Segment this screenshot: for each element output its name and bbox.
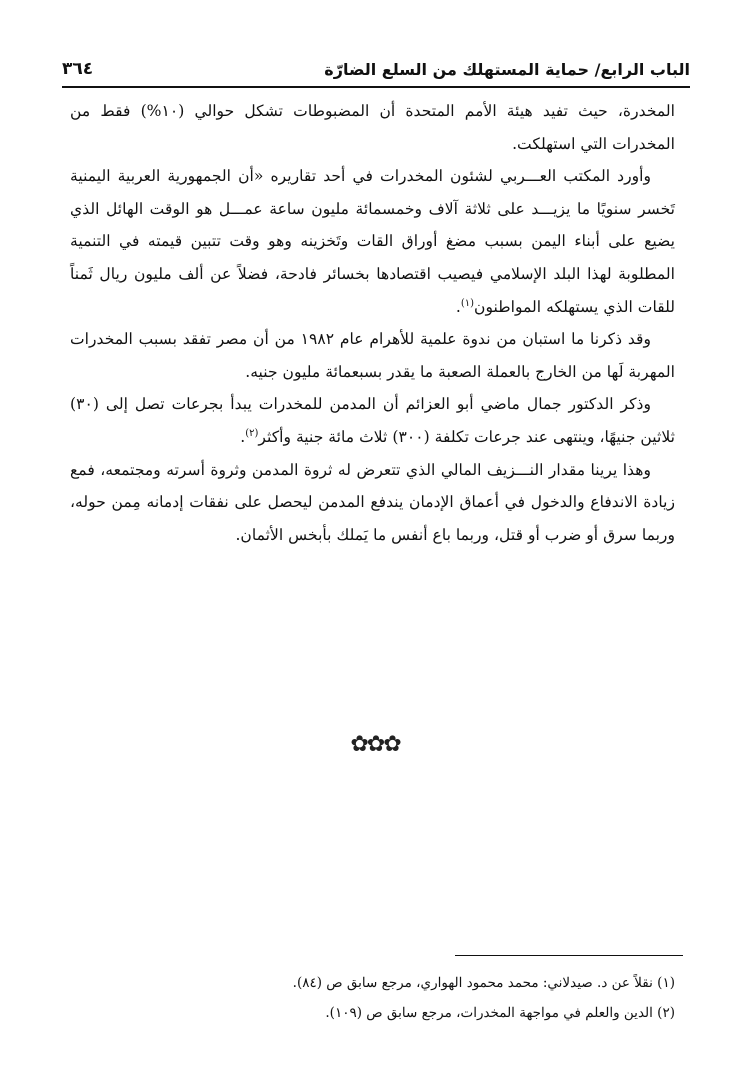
- footnote-ref-2[interactable]: (٢): [245, 427, 259, 439]
- footnotes: [70, 968, 675, 1028]
- footnote-ref-1[interactable]: (١): [460, 297, 475, 309]
- paragraph-2: وأورد المكتب العـــربي لشئون المخدرات في أحد تقاريره «أن الجمهورية العربية اليمنية تَخسر سنويًا ما يزيـــد على ثلاثة آلاف وخمسمائة مليون ساعة عمـــل هو الوقت الهائل الذي يضيع على أبناء اليمن بسبب مضغ أوراق القات وتَخزينه وهو وقت تتبين قيمته في التنمية المطلوبة لهذا البلد الإسلامي فيصيب اقتصادها بخسائر فادحة، فضلاً عن ألف مليون ريال ثَمناً للقات الذي يستهلكه المواطنون$^{(١)}$.: [70, 167, 675, 316]
- paragraph-4-text: وذكر الدكتور جمال ماضي أبو العزائم أن المدمن للمخدرات يبدأ بجرعات تصل إلى (٣٠) ثلاثين جنيهًا، وينتهى عند جرعات تكلفة (٣٠٠) ثلاث مائة جنية وأكثر: [70, 395, 675, 446]
- paragraph-4: وذكر الدكتور جمال ماضي أبو العزائم أن المدمن للمخدرات يبدأ بجرعات تصل إلى (٣٠) ثلاثين جنيهًا، وينتهى عند جرعات تكلفة (٣٠٠) ثلاث مائة جنية وأكثر$^{(٢)}$.: [70, 395, 675, 446]
- header-rule: [62, 86, 690, 88]
- ornament-separator-icon: ✿✿✿: [350, 732, 400, 757]
- chapter-title: الباب الرابع/ حماية المستهلك من السلع الضارّة: [324, 59, 690, 79]
- paragraph-1: المخدرة، حيث تفيد هيئة الأمم المتحدة أن المضبوطات تشكل حوالي (١٠%) فقط من المخدرات التي استهلكت.: [70, 102, 675, 153]
- paragraph-5: وهذا يرينا مقدار النـــزيف المالي الذي تتعرض له ثروة المدمن وثروة أسرته ومجتمعه، فمع زيادة الاندفاع والدخول في أعماق الإدمان يندفع المدمن ليحصل على نفقات إدمانه مِمن حوله، وربما سرق أو ضرب أو قتل، وربما باع أنفس ما يَملك بأبخس الأثمان.: [70, 460, 675, 544]
- footnote-1: (١) نقلاً عن د. صيدلاني: محمد محمود الهواري، مرجع سابق ص (٨٤).: [292, 975, 675, 991]
- page-number: ٣٦٤: [62, 59, 94, 79]
- paragraph-2-text: وأورد المكتب العـــربي لشئون المخدرات في أحد تقاريره «أن الجمهورية العربية اليمنية تَخسر سنويًا ما يزيـــد على ثلاثة آلاف وخمسمائة مليون ساعة عمـــل هو الوقت الهائل الذي يضيع على أبناء اليمن بسبب مضغ أوراق القات وتَخزينه وهو وقت تتبين قيمته في التنمية المطلوبة لهذا البلد الإسلامي فيصيب اقتصادها بخسائر فادحة، فضلاً عن ألف مليون ريال ثَمناً للقات الذي يستهلكه المواطنون: [70, 167, 675, 316]
- footnote-2: (٢) الدين والعلم في مواجهة المخدرات، مرجع سابق ص (١٠٩).: [325, 1005, 675, 1021]
- running-header: [62, 52, 690, 86]
- paragraph-3: وقد ذكرنا ما استبان من ندوة علمية للأهرام عام ١٩٨٢ من أن مصر تفقد بسبب المخدرات المهربة لَها من الخارج بالعملة الصعبة ما يقدر بسبعمائة مليون جنيه.: [70, 330, 675, 381]
- footnote-rule: [455, 955, 683, 956]
- body-text: [70, 95, 675, 551]
